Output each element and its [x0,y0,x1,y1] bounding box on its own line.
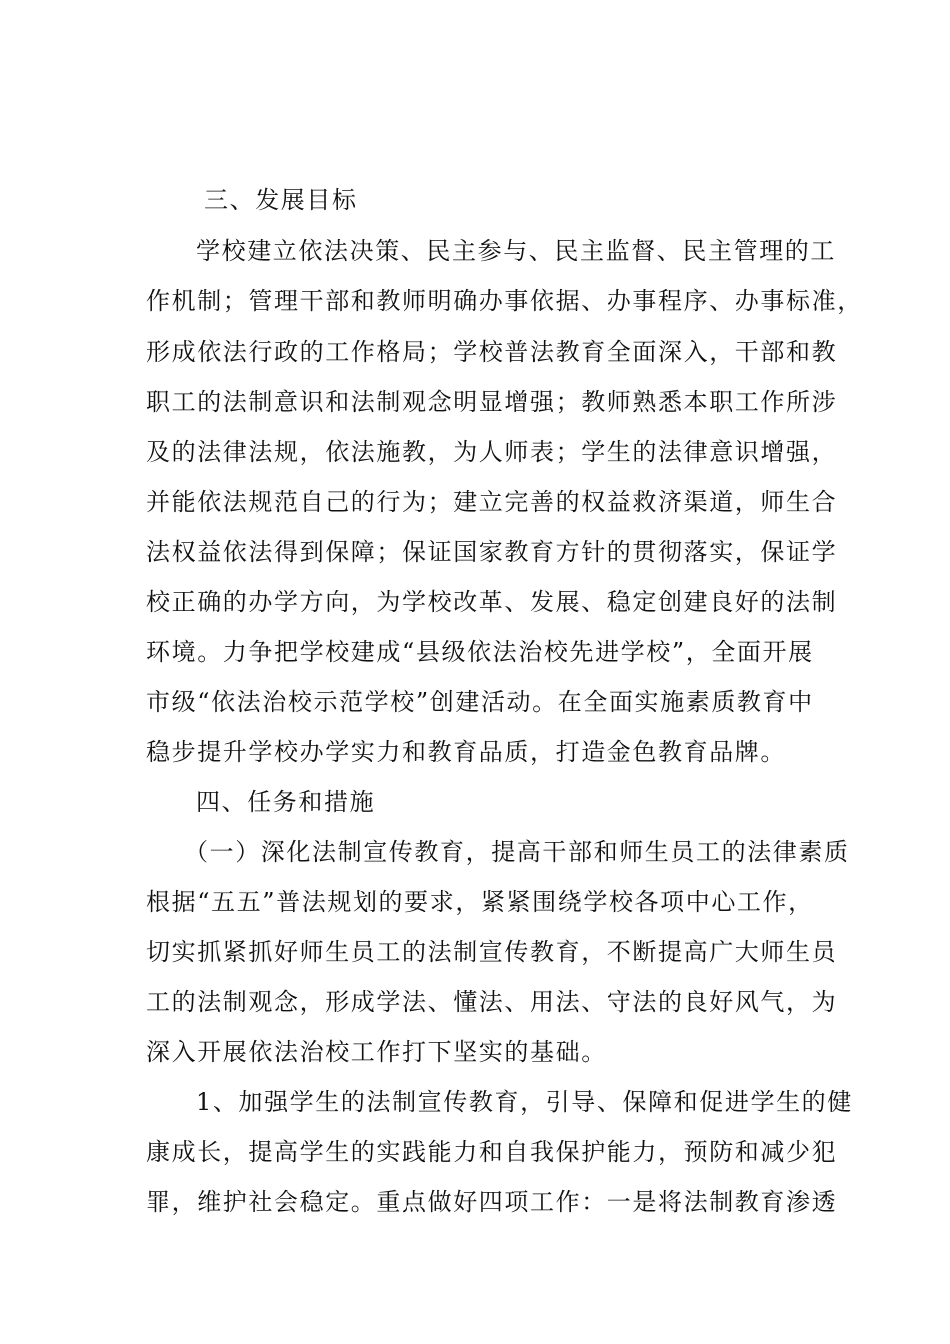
paragraph-line: 市级“依法治校示范学校”创建活动。在全面实施素质教育中 [146,688,814,716]
paragraph-line: 罪，维护社会稳定。重点做好四项工作：一是将法制教育渗透 [146,1188,838,1216]
paragraph-line: 及的法律法规，依法施教，为人师表；学生的法律意识增强， [146,438,838,466]
paragraph-line: 法权益依法得到保障；保证国家教育方针的贯彻落实，保证学 [146,538,838,566]
paragraph-line: 稳步提升学校办学实力和教育品质，打造金色教育品牌。 [146,738,786,766]
section-heading-development-goals: 三、发展目标 [204,186,358,214]
subsection-heading: （一）深化法制宣传教育，提高干部和师生员工的法律素质 [184,838,850,866]
paragraph-line: 环境。力争把学校建成“县级依法治校先进学校”，全面开展 [146,638,814,666]
paragraph-line: 作机制；管理干部和教师明确办事依据、办事程序、办事标准， [146,287,863,315]
paragraph-line: 形成依法行政的工作格局；学校普法教育全面深入，干部和教 [146,338,838,366]
section-heading-tasks-measures: 四、任务和措施 [196,788,376,816]
paragraph-line: 工的法制观念，形成学法、懂法、用法、守法的良好风气，为 [146,988,838,1016]
paragraph-line: 根据“五五”普法规划的要求，紧紧围绕学校各项中心工作， [146,888,814,916]
paragraph-line: 职工的法制意识和法制观念明显增强；教师熟悉本职工作所涉 [146,388,838,416]
paragraph-line: 校正确的办学方向，为学校改革、发展、稳定创建良好的法制 [146,588,838,616]
paragraph-line: 1、加强学生的法制宣传教育，引导、保障和促进学生的健 [196,1088,853,1116]
paragraph-line: 并能依法规范自己的行为；建立完善的权益救济渠道，师生合 [146,488,838,516]
paragraph-line: 切实抓紧抓好师生员工的法制宣传教育，不断提高广大师生员 [146,938,838,966]
paragraph-line: 深入开展依法治校工作打下坚实的基础。 [146,1038,607,1066]
paragraph-line: 学校建立依法决策、民主参与、民主监督、民主管理的工 [196,237,836,265]
paragraph-line: 康成长，提高学生的实践能力和自我保护能力，预防和减少犯 [146,1138,838,1166]
